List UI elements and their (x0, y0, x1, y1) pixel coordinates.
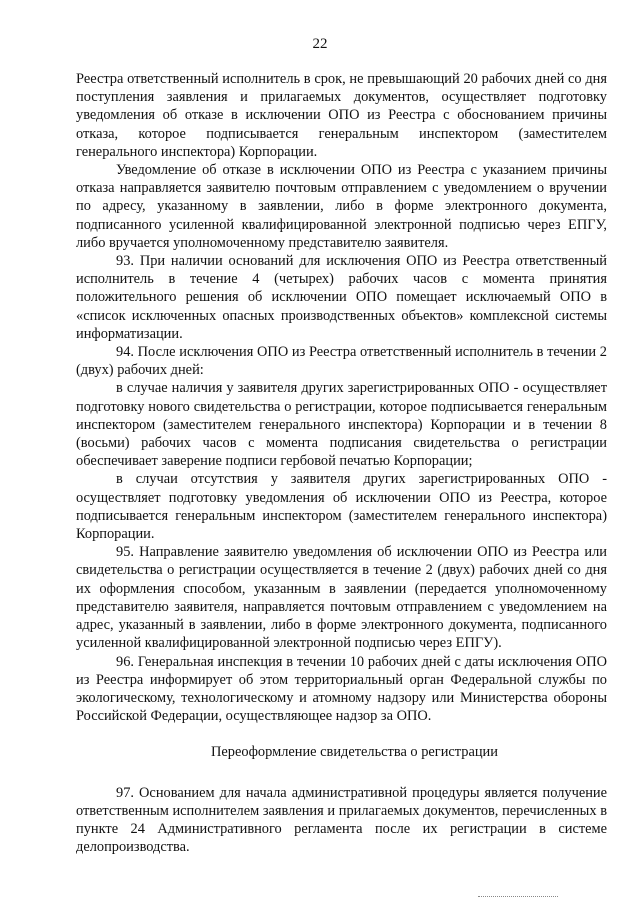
page-number: 22 (312, 36, 328, 52)
paragraph-94-case-other-opo: в случае наличия у заявителя других зарегистрированных ОПО - осуществляет подготовку нового свидетельства о регистрации, которое подписывается генеральным инспектором (заместителем генерального инспектора) Корпорации и в течении 8 (восьми) рабочих часов с момента подписания свидетельства о регистрации обеспечивает заверение подписи гербовой печатью Корпорации; (76, 380, 607, 470)
paragraph-refusal-notice: Уведомление об отказе в исключении ОПО из Реестра с указанием причины отказа направляется заявителю почтовым отправлением с уведомлением о вручении по адресу, указанному в заявлении, либо в форме электронного документа, подписанного усиленной квалифицированной электронной подписью через ЕПГУ, либо вручается уполномоченному представителю заявителя. (76, 162, 607, 251)
paragraph-94: 94. После исключения ОПО из Реестра ответственный исполнитель в течении 2 (двух) рабочих дней: (76, 344, 607, 379)
paragraph-94-case-no-opo: в случаи отсутствия у заявителя других зарегистрированных ОПО - осуществляет подготовку уведомления об исключении ОПО из Реестра, которое подписывается генеральным инспектором (заместителем генерального инспектора) Корпорации. (76, 471, 607, 543)
paragraph-93: 93. При наличии оснований для исключения ОПО из Реестра ответственный исполнитель в течение 4 (четырех) рабочих часов с момента принятия положительного решения об исключении ОПО помещает исключаемый ОПО в «список исключенных опасных производственных объектов» комплексной системы информатизации. (76, 253, 607, 342)
section-heading: Переоформление свидетельства о регистрации (211, 744, 498, 761)
paragraph-97: 97. Основанием для начала административной процедуры является получение ответственным исполнителем заявления и прилагаемых документов, перечисленных в пункте 24 Административного регламента после их регистрации в системе делопроизводства. (76, 784, 607, 856)
scan-edge-mark (478, 896, 558, 903)
paragraph-continuation: Реестра ответственный исполнитель в срок, не превышающий 20 рабочих дней со дня поступления заявления и прилагаемых документов, осуществляет подготовку уведомления об отказе в исключении ОПО из Реестра с обоснованием причины отказа, которое подписывается генеральным инспектором (заместителем генерального инспектора) Корпорации. (76, 71, 607, 160)
paragraph-96: 96. Генеральная инспекция в течении 10 рабочих дней с даты исключения ОПО из Реестра информирует об этом территориальный орган Федеральной службы по экологическому, технологическому и атомному надзору или Министерства обороны Российской Федерации, осуществляющее надзор за ОПО. (76, 653, 607, 725)
page-body (76, 70, 607, 856)
paragraph-95: 95. Направление заявителю уведомления об исключении ОПО из Реестра или свидетельства о регистрации осуществляется в течение 2 (двух) рабочих дней со дня их оформления способом, указанным в заявлении (передается уполномоченному представителю заявителя, направляется почтовым отправлением с уведомлением на адрес, указанный в заявлении, либо в форме электронного документа, подписанного усиленной квалифицированной электронной подписью через ЕПГУ). (76, 544, 607, 652)
